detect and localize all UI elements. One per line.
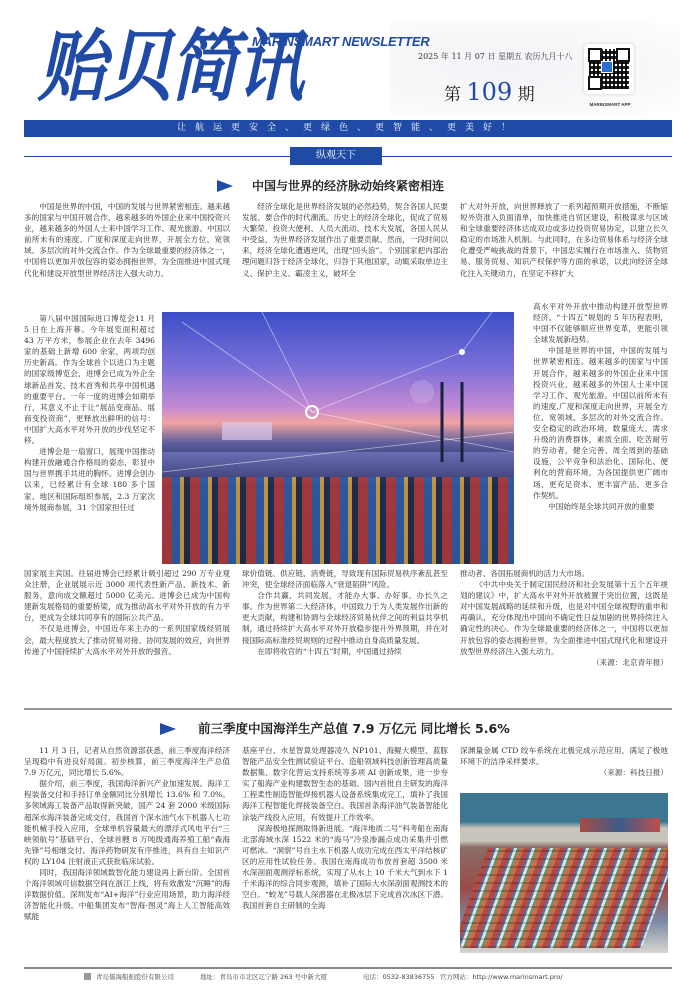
article1-col1-bottom — [24, 568, 230, 657]
article2-col2 — [242, 745, 448, 911]
article2-source: （来源：科技日报） — [599, 768, 668, 778]
article1-col3-narrow — [533, 301, 668, 512]
issue-number — [444, 78, 535, 106]
container-port-aerial-image — [460, 793, 668, 953]
article1-source: （来源：北京青年报） — [592, 657, 668, 667]
article1-col2-top — [242, 201, 448, 279]
slogan-banner: 让航运更安全、更绿色、更智能、更美好！ — [24, 120, 672, 137]
newsletter-title: 贻贝简讯 — [38, 22, 303, 113]
paragraph: 高水平对外开放中推动构建开放型世界经济。“十四五”规划的 5 年历程表明，中国不仅能够顺应世界变革，更能引领全球发展新趋势。 — [533, 302, 668, 345]
paragraph: 进博会是一扇窗口，展现中国推动构建开放融通合作格局的姿态，彰显中国与世界携手共进的胸怀。进博会创办以来，已经累计有全球 180 多个国家、地区和国际组织参展，2.3 万家次境外展商参展，31 个国家担任过 — [24, 447, 155, 512]
port-night-image — [162, 312, 514, 564]
paragraph: 深海极地探测取得新进展。“海洋地质二号”科考船在南海北部海域水深 1522 米的“海马”冷泉渗漏点成功采集并引燃可燃冰。“洞察”号自主水下机器人成功完成在西太平洋结核矿区的应用性试验任务。我国在南海成功布放首套超 3500 米水深剖面观测浮标系统，实现了从水上 10 千米大气到水下 1 千米海洋的综合同步观测，填补了国际大水深剖面观测技术的空白。“蛟龙”号载人深潜器在北极冰层下完成首次冰区下潜。我国首套自主研制的全海 — [242, 823, 448, 911]
paragraph: 据介绍，前三季度，我国海洋新兴产业加速发展。海洋工程装备交付和手持订单金额同比分别增长 13.6% 和 7.0%。多领域海工装备产品取得新突破，国产 24 套 2000 米级国际超深水海洋装备完成交付，我国首个深水油气水下机器人七功能机械手投入应用，全球单机容量最大的漂浮式风电平台“三峡领航号”基础平台、全球首艘 8 万吨级通海养殖工船“森海先锋”号相继交付。海洋药物研发有序推进，具有自主知识产权的 LY104 注射液正式获批临床试验。 — [24, 779, 230, 866]
paragraph: 《中共中央关于制定国民经济和社会发展第十五个五年规划的建议》中，扩大高水平对外开放被置于突出位置，这既是对中国发展战略的延续和升级，也是对中国全球视野的重申和再确认，充分体现出中国向不确定性日益加剧的世界持续注入确定性的决心。作为全球最重要的经济体之一，中国将以更加开放包容的姿态拥抱世界，为全面推进中国式现代化和建设开放型世界经济注入强大动力。 — [460, 580, 668, 656]
headline-arrow-icon — [217, 180, 233, 192]
paragraph: 第八届中国国际进口博览会11 月 5 日在上海开幕。今年展览面积超过 43 万平方米，参展企业在去年 3496 家的基础上新增 600 余家，两项均创历史新高。作为全球首个以进口为主题的国家级博览会，进博会已成为外企全球新品首发、技术首秀和共享中国机遇的重要平台。一年一度的进博会如期举行，其意义不止于让“展品变商品、展商变投资商”，更释放出鲜明的信号：中国扩大高水平对外开放的步伐坚定不移。 — [24, 314, 155, 446]
article-divider — [24, 708, 672, 710]
article1-col2-bottom — [242, 568, 448, 657]
issue-date: 2025 年 11 月 07 日 星期五 农历九月十八 — [418, 52, 573, 61]
qr-code-label: MARINSMART APP — [589, 102, 631, 107]
issue-number-value: 109 — [466, 78, 513, 106]
paragraph: 合作共赢、共同发展，才能办大事、办好事、办长久之事。作为世界第二大经济体，中国致力于为人类发展作出新的更大贡献，构建和协调与全球经济贸易伙伴之间的利益共享机制，通过持续扩大高水平对外开放稳步提升外界预期，并在对接国际高标准经贸规则的过程中推动自身高质量发展。 — [242, 591, 448, 645]
article1-col3-top — [460, 201, 668, 279]
paragraph: 扩大对外开放，向世界释放了一系列超预期开放措施，不断缩短外资准入负面清单，加快推进自贸区建设，积极谋求与区域和全球重要经济体达成双边或多边投资贸易协定，以建立长久稳定的市场准入机制。与此同时，在多边贸易体系与经济全球化遭受严峻挑战的背景下，中国忠实履行在市场准入、货物贸易、服务贸易、知识产权保护等方面的承诺，以此向经济全球化注入关键动力，在坚定不移扩大 — [460, 202, 668, 278]
paragraph: 国家展主宾国。往届进博会已经累计吸引超过 290 万专业观众注册，企业展展示近 3000 项代表性新产品、新技术、新服务，意向成交额超过 5000 亿美元。进博会已成为中国构建新发展格局的重要桥梁，成为推动高水平对外开放的有力平台，更成为全球共同享有的国际公共产品。 — [24, 569, 230, 623]
footer-address: 地址：青岛市市北区辽宁路 263 号中新大厦 — [200, 973, 328, 981]
paragraph: 中国是世界的中国，中国的发展与世界紧密相连。越来越多的国家与中国开展合作，越来越多的外国企业来中国投资兴业，越来越多的外国人士来中国学习工作、观光旅游。中国以前所未有的速度、广度和深度走向世界，开展全方位、宽领域、多层次的对外交流合作。作为全球最重要的经济体之一，中国将以更加开放包容的姿态拥抱世界，为全面推进中国式现代化和建设开放型世界经济注入强大动力。 — [24, 202, 230, 278]
article2-headline: 前三季度中国海洋生产总值 7.9 万亿元 同比增长 5.6% — [198, 721, 510, 736]
footer-website-link[interactable]: 官方网站：http://www.marinsmart.pro/ — [440, 973, 563, 981]
article1-headline: 中国与世界的经济脉动始终紧密相连 — [252, 179, 445, 193]
article2-col3 — [460, 745, 668, 778]
section-title: 纵观天下 — [290, 147, 382, 165]
article1-col3-bottom — [460, 568, 668, 668]
paragraph: 中国始终是全球共同开放的重要 — [548, 501, 655, 511]
issue-suffix: 期 — [517, 85, 535, 105]
paragraph: 深渊量金属 CTD 绞车系统在北极完成示范应用，满足了极地环境下的洁净采样要求。 — [460, 746, 668, 767]
newsletter-subtitle-en: MARINSMART NEWSLETTER — [252, 34, 430, 49]
qr-code-icon[interactable] — [584, 44, 634, 94]
article2-col1 — [24, 745, 230, 923]
footer-divider — [24, 967, 672, 969]
paragraph: 不仅是进博会，中国近年来主办的一系列国家级经贸展会，最大程度放大了推动贸易对接、协同发展的效应，向世界传递了中国持续扩大高水平对外开放的强音。 — [24, 624, 230, 656]
paragraph: 基座平台、水星智算处理器凌久 NP101、海鲲大模型、蓝豚智能产品安全性测试验证平台、造船领域科技创新管理高质量数据集、数字化营运支持系统等多项 AI 创新成果，进一步夯实了船海产业构建数智生态的基础。国内首批自主研发的海洋工程柔性制造智能焊接机器人设备系统集成完工，填补了我国海洋工程智能化焊接装备空白。我国首条海洋油气装备智能化涂装产线投入应用，有效提升工作效率。 — [242, 746, 448, 822]
article1-col1-narrow — [24, 313, 155, 513]
footer-phone: 电话：0532-83836755 — [363, 973, 435, 981]
world-map-background — [390, 20, 680, 115]
paragraph: 同时，我国海洋领域数智化能力建设再上新台阶。全国首个海洋领域可信数据空间在浙江上线，将有效激发“沉睡”的海洋数据价值。深圳发布“AI+海洋”行业应用场景，助力海洋经济智能化升级。中船集团发布“智海·图灵”海上人工智能高效赋能 — [24, 868, 230, 922]
paragraph: 球价值链、供应链、消费链，导致现有国际贸易秩序紊乱甚至冲突，使全球经济面临落入“衰退陷阱”风险。 — [242, 569, 448, 590]
paragraph: 在即将收官的“十四五”时期，中国通过持续 — [257, 646, 402, 656]
headline-arrow-icon — [160, 723, 176, 735]
footer-company: 青岛儒海船舶股份有限公司 — [96, 973, 174, 981]
paragraph: 经济全球化是世界经济发展的必然趋势，契合各国人民要发展、要合作的时代潮流。历史上的经济全球化，促成了贸易大繁荣、投资大便利、人员大流动、技术大发展，各国人民从中受益，为世界经济发展作出了重要贡献。然而，一段时间以来，经济全球化遭遇逆风，出现“回头浪”。个别国家把内部治理问题归咎于经济全球化，归咎于其他国家，动辄采取单边主义、保护主义、霸凌主义，破坏全 — [242, 202, 448, 278]
issue-prefix: 第 — [444, 85, 461, 105]
paragraph: 推动者、各国拓展商机的活力大市场。 — [460, 569, 590, 578]
article1-col1-top — [24, 201, 230, 279]
paragraph: 11 月 3 日，记者从自然资源部获悉，前三季度海洋经济呈现稳中有进良好局面。初步核算，前三季度海洋生产总值 7.9 万亿元，同比增长 5.6%。 — [24, 746, 230, 778]
company-logo-icon — [84, 973, 91, 980]
paragraph: 中国是世界的中国，中国的发展与世界紧密相连。越来越多的国家与中国开展合作，越来越多的外国企业来中国投资兴业，越来越多的外国人士来中国学习工作、观光旅游。中国以前所未有的速度,广度和深度走向世界，开展全方位、宽领域、多层次的对外交流合作。安全稳定的政治环境，数量庞大、需求升级的消费群体，素质全面、吃苦耐劳的劳动者，健全完善、周全周到的基础设施，公平竞争和法治化、国际化、便利化的营商环境，为各国提供更广阔市场、更充足资本、更丰富产品、更多合作契机。 — [533, 346, 668, 500]
